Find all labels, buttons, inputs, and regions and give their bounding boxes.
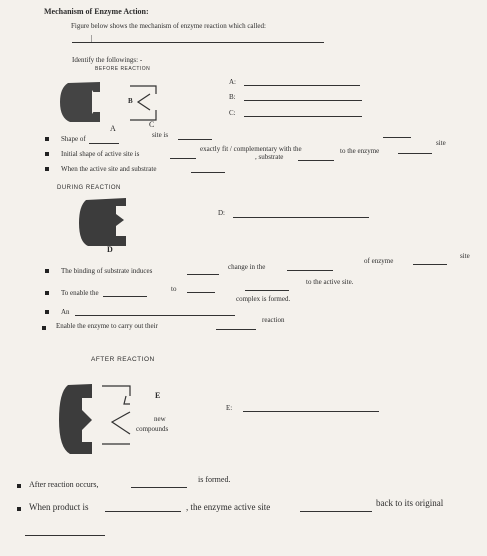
bullet-icon: [45, 167, 49, 171]
before-s3-part1: When the active site and substrate: [61, 165, 157, 173]
after-s2-blank1[interactable]: [105, 511, 181, 512]
during-s1-part2: change in the: [228, 263, 266, 271]
during-s2-blank3[interactable]: [245, 290, 289, 291]
after-s2-blank2[interactable]: [300, 511, 372, 512]
identify-instruction: Identify the followings: -: [72, 56, 143, 64]
after-s2-blank3[interactable]: [25, 535, 105, 536]
before-s1-part2: site is: [152, 131, 169, 139]
during-s1-blank2[interactable]: [287, 270, 333, 271]
new-compounds-line1: new: [154, 415, 166, 423]
during-s3-part1: An: [61, 308, 70, 316]
bullet-icon: [17, 507, 21, 511]
during-s2-blank1[interactable]: [103, 296, 147, 297]
after-s1-blank1[interactable]: [131, 487, 187, 488]
during-s2-part1: To enable the: [61, 289, 99, 297]
after-reaction-diagram: [58, 382, 144, 458]
bullet-icon: [42, 326, 46, 330]
before-s1-part1: Shape of: [61, 135, 86, 143]
during-s1-part1: The binding of substrate induces: [61, 267, 153, 275]
before-s2-part3: site: [436, 139, 446, 147]
bullet-icon: [45, 310, 49, 314]
bullet-icon: [45, 291, 49, 295]
worksheet-title: Mechanism of Enzyme Action:: [44, 7, 149, 16]
before-s2-blank2[interactable]: [383, 137, 411, 138]
before-s2-part2: exactly fit / complementary with the: [200, 145, 302, 153]
bullet-icon: [45, 137, 49, 141]
label-e-field-label: E:: [226, 404, 233, 412]
label-e-blank[interactable]: [243, 411, 379, 412]
bullet-icon: [45, 269, 49, 273]
during-reaction-diagram: [78, 196, 134, 250]
during-s3-blank1[interactable]: [75, 315, 235, 316]
during-s4-blank1[interactable]: [216, 329, 256, 330]
label-b-letter: B: [128, 97, 133, 105]
during-s2-part3: to the active site.: [306, 278, 354, 286]
label-c-blank[interactable]: [244, 116, 362, 117]
label-a-letter: A: [110, 124, 116, 133]
label-d-field-label: D:: [218, 209, 225, 217]
label-c-letter: C: [149, 120, 155, 129]
after-s2-part1: When product is: [29, 502, 89, 512]
new-compounds-line2: compounds: [136, 425, 169, 433]
label-b-blank[interactable]: [244, 100, 362, 101]
label-c-field-label: C:: [229, 109, 236, 117]
before-s1-blank2[interactable]: [178, 139, 212, 140]
before-s3-blank1[interactable]: [191, 172, 225, 173]
during-s1-blank1[interactable]: [187, 274, 219, 275]
label-a-blank[interactable]: [244, 85, 360, 86]
label-e-letter: E: [155, 391, 161, 400]
label-d-letter: D: [107, 245, 113, 254]
label-d-blank[interactable]: [233, 217, 369, 218]
before-s2-blank1[interactable]: [170, 158, 196, 159]
during-s3-part2: complex is formed.: [236, 295, 291, 303]
during-s2-part2: to: [171, 285, 177, 293]
after-s2-part3: back to its original: [376, 498, 444, 508]
mechanism-name-blank[interactable]: [72, 42, 324, 43]
before-s3-part2: , substrate: [255, 153, 284, 161]
after-s1-part2: is formed.: [198, 475, 231, 484]
during-s1-blank3[interactable]: [413, 264, 447, 265]
during-s2-blank2[interactable]: [187, 292, 215, 293]
label-b-field-label: B:: [229, 93, 236, 101]
during-s1-part4: site: [460, 252, 470, 260]
after-heading: AFTER REACTION: [91, 356, 155, 363]
before-s3-part3: to the enzyme: [340, 147, 380, 155]
label-a-field-label: A:: [229, 78, 236, 86]
after-s1-part1: After reaction occurs,: [29, 480, 99, 489]
during-s4-part1: Enable the enzyme to carry out their: [56, 322, 158, 330]
after-s2-part2: , the enzyme active site: [186, 502, 271, 512]
before-s2-part1: Initial shape of active site is: [61, 150, 140, 158]
during-heading: DURING REACTION: [57, 185, 121, 191]
before-heading: BEFORE REACTION: [95, 66, 151, 72]
before-s3-blank2[interactable]: [298, 160, 334, 161]
bullet-icon: [45, 152, 49, 156]
handwritten-mark: |: [91, 34, 93, 43]
during-s4-part2: reaction: [262, 316, 285, 324]
before-reaction-diagram: [58, 78, 168, 126]
before-s1-blank1[interactable]: [89, 143, 119, 144]
bullet-icon: [17, 484, 21, 488]
before-s3-blank3[interactable]: [398, 153, 432, 154]
intro-text: Figure below shows the mechanism of enzyme reaction which called:: [71, 22, 266, 30]
during-s1-part3: of enzyme: [364, 257, 394, 265]
